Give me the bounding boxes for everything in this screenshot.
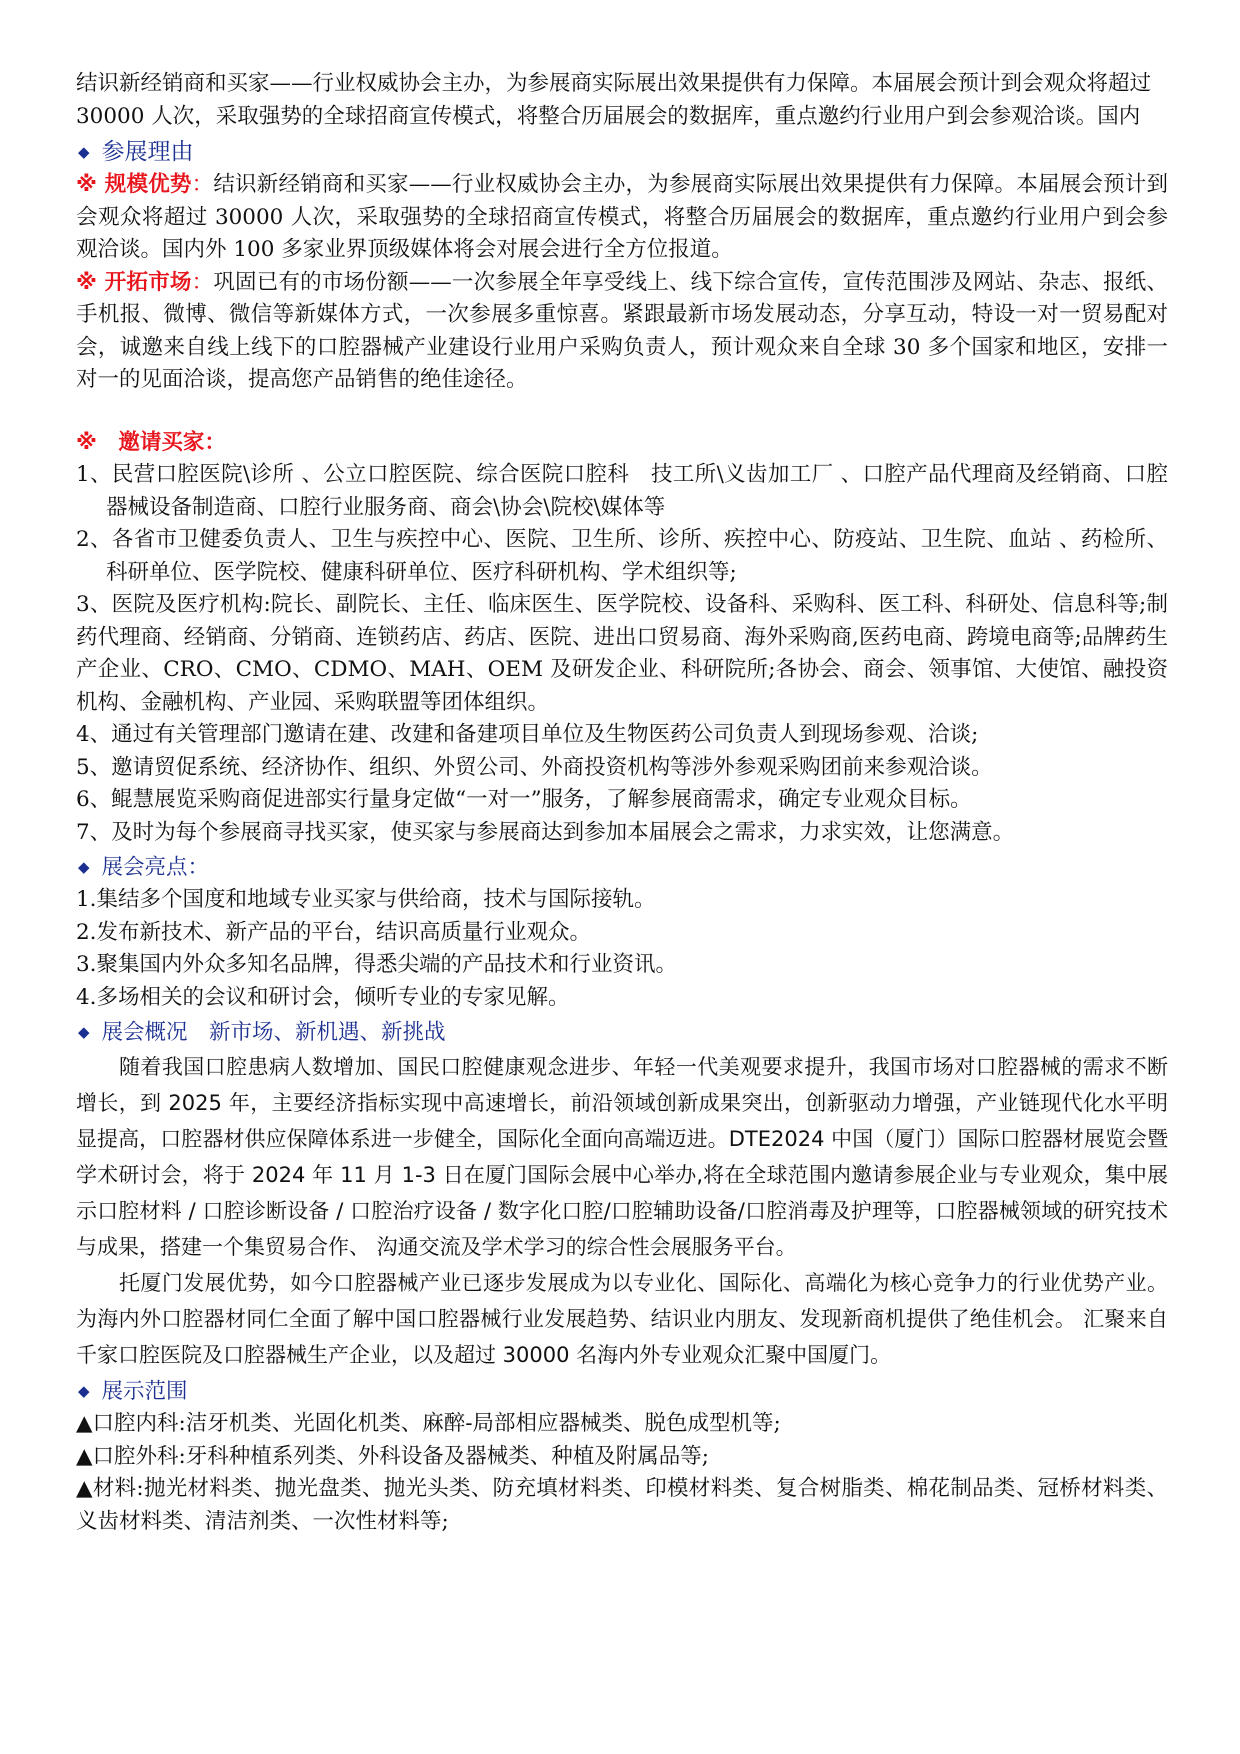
intro-line-1: 结识新经销商和买家——行业权威协会主办，为参展商实际展出效果提供有力保障。本届展会预计到会观众将超过 bbox=[76, 71, 1152, 96]
section-heading-scope: ◆ 展示范围 bbox=[76, 1375, 1168, 1408]
diamond-icon: ◆ bbox=[78, 858, 90, 876]
highlight-item: 2.发布新技术、新产品的平台，结识高质量行业观众。 bbox=[76, 919, 592, 945]
section-heading-buyers: ※ 邀请买家： bbox=[76, 429, 226, 455]
overview-paragraph-1: 随着我国口腔患病人数增加、国民口腔健康观念进步、年轻一代美观要求提升，我国市场对口腔器械的需求不断增长，到 2025 年，主要经济指标实现中高速增长，前沿领域创新成果突出，创新驱动力增强，产业链现代化水平明显提高，口腔器材供应保障体系进一步健全，国际化全面向高端迈进。DTE2024 中国（厦门）国际口腔器材展览会暨学术研讨会，将于 2024 年 11 月 1-3 日在厦门国际会展中心举办,将在全球范围内邀请参展企业与专业观众，集中展示口腔材料 / 口腔诊断设备 / 口腔治疗设备 / 数字化口腔/口腔辅助设备/口腔消毒及护理等，口腔器械领域的研究技术与成果，搭建一个集贸易合作、 沟通交流及学术学习的综合性会展服务平台。 bbox=[76, 1055, 1168, 1259]
reason-market-text: 巩固已有的市场份额——一次参展全年享受线上、线下综合宣传，宣传范围涉及网站、杂志、报纸、手机报、微博、微信等新媒体方式，一次参展多重惊喜。紧跟最新市场发展动态，分享互动，特设一对一贸易配对会，诚邀来自线上线下的口腔器械产业建设行业用户采购负责人，预计观众来自全球 30 多个国家和地区，安排一对一的见面洽谈，提高您产品销售的绝佳途径。 bbox=[76, 269, 1168, 392]
scope-item: ▲口腔内科:洁牙机类、光固化机类、麻醉-局部相应器械类、脱色成型机等; bbox=[76, 1411, 781, 1436]
scope-item: ▲材料:抛光材料类、抛光盘类、抛光头类、防充填材料类、印模材料类、复合树脂类、棉花制品类、冠桥材料类、义齿材料类、清洁剂类、一次性材料等; bbox=[76, 1476, 1168, 1534]
section-heading-overview: ◆ 展会概况 新市场、新机遇、新挑战 bbox=[76, 1016, 1168, 1049]
diamond-icon: ◆ bbox=[78, 1382, 90, 1400]
highlight-item: 4.多场相关的会议和研讨会，倾听专业的专家见解。 bbox=[76, 984, 570, 1010]
reason-scale-label: ※ 规模优势 bbox=[76, 172, 192, 197]
reason-market: ※ 开拓市场：巩固已有的市场份额——一次参展全年享受线上、线下综合宣传，宣传范围涉及网站、杂志、报纸、手机报、微博、微信等新媒体方式，一次参展多重惊喜。紧跟最新市场发展动态，分享互动，特设一对一贸易配对会，诚邀来自线上线下的口腔器械产业建设行业用户采购负责人，预计观众来自全球 30 多个国家和地区，安排一对一的见面洽谈，提高您产品销售的绝佳途径。 bbox=[76, 269, 1168, 392]
diamond-icon: ◆ bbox=[78, 143, 90, 161]
highlight-item: 3.聚集国内外众多知名品牌，得悉尖端的产品技术和行业资讯。 bbox=[76, 952, 678, 977]
buyer-item: 4、通过有关管理部门邀请在建、改建和备建项目单位及生物医药公司负责人到现场参观、洽谈; bbox=[76, 722, 979, 747]
overview-paragraph-2: 托厦门发展优势，如今口腔器械产业已逐步发展成为以专业化、国际化、高端化为核心竞争力的行业优势产业。 为海内外口腔器材同仁全面了解中国口腔器械行业发展趋势、结识业内朋友、发现新商机提供了绝佳机会。 汇聚来自千家口腔医院及口腔器械生产企业，以及超过 30000 名海内外专业观众汇聚中国厦门。 bbox=[76, 1271, 1168, 1367]
intro-line-2: 30000 人次，采取强势的全球招商宣传模式，将整合历届展会的数据库，重点邀约行业用户到会参观洽谈。国内 bbox=[76, 103, 1141, 129]
buyer-item: 7、及时为每个参展商寻找买家，使买家与参展商达到参加本届展会之需求，力求实效，让您满意。 bbox=[76, 819, 1015, 845]
buyer-item: 5、邀请贸促系统、经济协作、组织、外贸公司、外商投资机构等涉外参观采购团前来参观洽谈。 bbox=[76, 754, 993, 780]
section-heading-reasons: ◆ 参展理由 bbox=[76, 135, 1168, 169]
diamond-icon: ◆ bbox=[78, 1023, 90, 1041]
reason-scale-text: 结识新经销商和买家——行业权威协会主办，为参展商实际展出效果提供有力保障。本届展会预计到会观众将超过 30000 人次，采取强势的全球招商宣传模式，将整合历届展会的数据库，重点邀约行业用户到会参观洽谈。国内外 100 多家业界顶级媒体将会对展会进行全方位报道。 bbox=[76, 172, 1168, 262]
reason-market-label: ※ 开拓市场 bbox=[76, 269, 192, 295]
reason-scale: ※ 规模优势：结识新经销商和买家——行业权威协会主办，为参展商实际展出效果提供有力保障。本届展会预计到会观众将超过 30000 人次，采取强势的全球招商宣传模式，将整合历届展会的数据库，重点邀约行业用户到会参观洽谈。国内外 100 多家业界顶级媒体将会对展会进行全方位报道。 bbox=[76, 172, 1168, 262]
buyer-item: 1、民营口腔医院\诊所 、公立口腔医院、综合医院口腔科 技工所\义齿加工厂 、口腔产品代理商及经销商、口腔器械设备制造商、口腔行业服务商、商会\协会\院校\媒体等 bbox=[76, 462, 1168, 520]
scope-item: ▲口腔外科:牙科种植系列类、外科设备及器械类、种植及附属品等; bbox=[76, 1443, 710, 1469]
section-heading-highlights: ◆ 展会亮点： bbox=[76, 851, 1168, 884]
buyer-item: 3、医院及医疗机构:院长、副院长、主任、临床医生、医学院校、设备科、采购科、医工科、科研处、信息科等;制药代理商、经销商、分销商、连锁药店、药店、医院、进出口贸易商、海外采购商,医药电商、跨境电商等;品牌药生产企业、CRO、CMO、CDMO、MAH、OEM 及研发企业、科研院所;各协会、商会、领事馆、大使馆、融投资机构、金融机构、产业园、采购联盟等团体组织。 bbox=[76, 592, 1168, 715]
highlight-item: 1.集结多个国度和地域专业买家与供给商，技术与国际接轨。 bbox=[76, 887, 656, 912]
buyer-item: 2、各省市卫健委负责人、卫生与疾控中心、医院、卫生所、诊所、疾控中心、防疫站、卫生院、血站 、药检所、科研单位、医学院校、健康科研单位、医疗科研机构、学术组织等; bbox=[76, 527, 1168, 585]
buyer-item: 6、鲲慧展览采购商促进部实行量身定做“一对一”服务，了解参展商需求，确定专业观众目标。 bbox=[76, 787, 972, 812]
